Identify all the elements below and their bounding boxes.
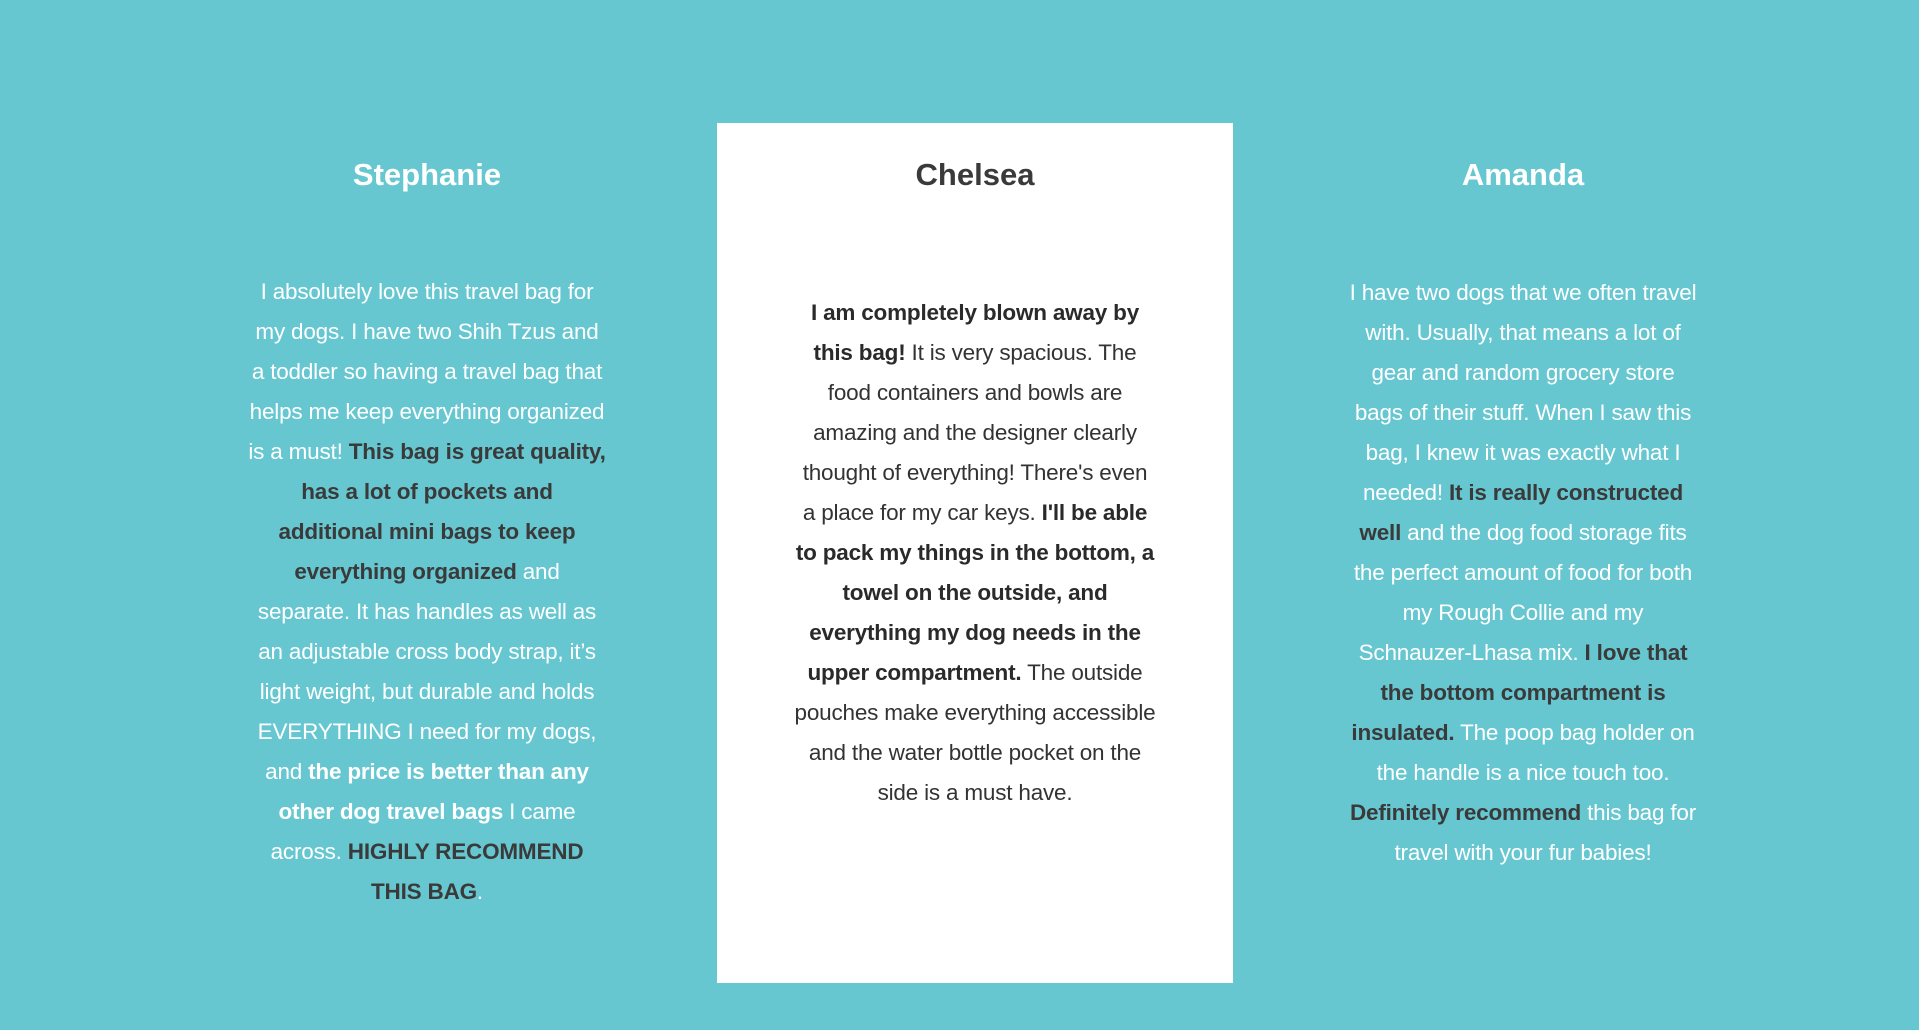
testimonial-name: Amanda <box>1461 157 1585 192</box>
text-segment: this bag for travel with your fur babies! <box>1394 800 1697 866</box>
text-emphasis: Definitely recommend <box>1349 800 1582 826</box>
text-segment: It is very spacious. The food containers and bowls are amazing and the designer clearly thought of everything! There's even a place for my car keys. <box>802 340 1148 526</box>
text-emphasis: It is really constructed well <box>1359 480 1684 546</box>
testimonial-card-chelsea <box>717 123 1233 983</box>
text-segment: The outside pouches make everything accessible and the water bottle pocket on the side is a must have. <box>794 660 1156 806</box>
text-segment: and separate. It has handles as well as an adjustable cross body strap, it’s light weight, but durable and holds EVERYTHING I need for my dogs, and <box>257 559 597 785</box>
text-emphasis: HIGHLY RECOMMEND THIS BAG <box>347 839 584 905</box>
testimonial-name: Stephanie <box>352 157 502 192</box>
text-emphasis: I love that the bottom compartment is insulated. <box>1351 640 1688 746</box>
text-emphasis: the price is better than any other dog travel bags <box>278 759 589 825</box>
text-emphasis: I'll be able to pack my things in the bottom, a towel on the outside, and everything my dog needs in the upper compartment. <box>795 500 1155 686</box>
text-emphasis: This bag is great quality, has a lot of pockets and additional mini bags to keep everything organized <box>278 439 606 585</box>
testimonial-text <box>1345 273 1701 873</box>
text-segment: I came across. <box>270 799 576 865</box>
text-segment: and the dog food storage fits the perfect amount of food for both my Rough Collie and my Schnauzer-Lhasa mix. <box>1353 520 1693 666</box>
text-emphasis: I am completely blown away by this bag! <box>810 300 1140 366</box>
text-segment: I have two dogs that we often travel with. Usually, that means a lot of gear and random grocery store bags of their stuff. When I saw this bag, I knew it was exactly what I needed! <box>1349 280 1697 506</box>
testimonial-card-amanda <box>1265 123 1781 983</box>
text-segment: The poop bag holder on the handle is a nice touch too. <box>1376 720 1695 786</box>
testimonial-card-stephanie <box>169 123 685 983</box>
testimonial-text <box>794 293 1156 813</box>
text-segment: I absolutely love this travel bag for my dogs. I have two Shih Tzus and a toddler so having a travel bag that helps me keep everything organized is a must! <box>248 279 605 465</box>
text-segment: . <box>476 879 483 905</box>
testimonial-name: Chelsea <box>915 157 1035 192</box>
testimonial-text <box>247 272 607 912</box>
